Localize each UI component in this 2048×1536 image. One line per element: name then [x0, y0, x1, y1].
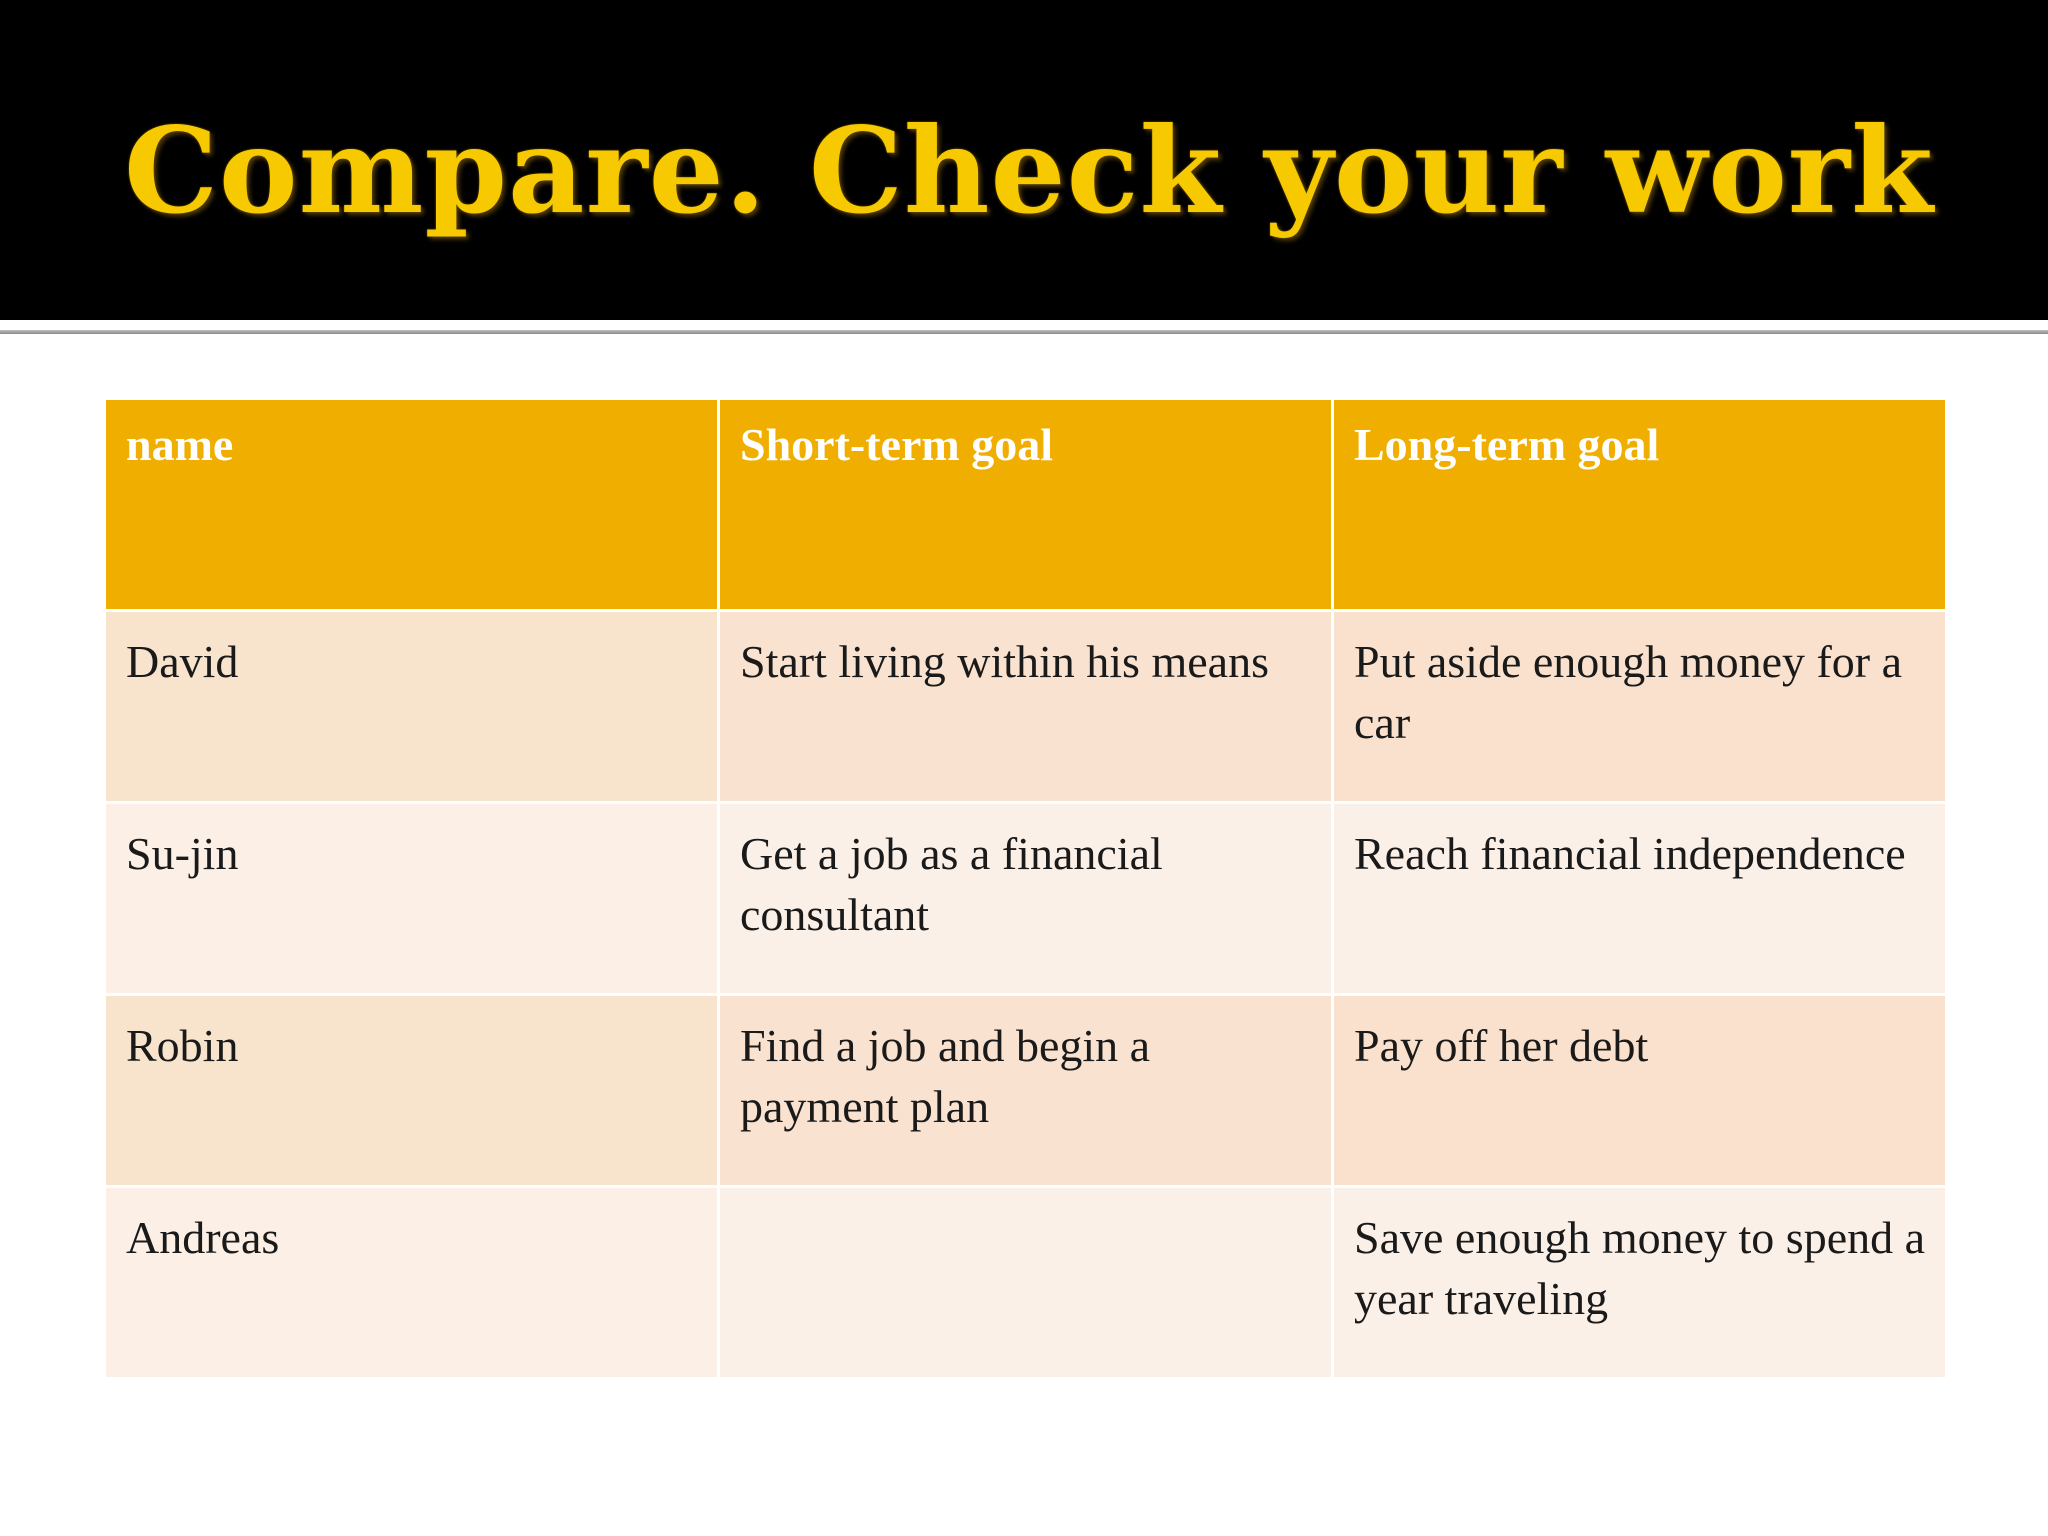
- cell-short-term-goal: Find a job and begin a payment plan: [719, 995, 1333, 1187]
- cell-name: Robin: [105, 995, 719, 1187]
- cell-long-term-goal: Save enough money to spend a year traveling: [1333, 1187, 1947, 1379]
- table-row: [105, 1187, 1947, 1379]
- table-row: [105, 995, 1947, 1187]
- column-header-name: name: [105, 399, 719, 611]
- cell-long-term-goal: Reach financial independence: [1333, 803, 1947, 995]
- cell-name: Andreas: [105, 1187, 719, 1379]
- table-row: [105, 803, 1947, 995]
- title-bar: [0, 0, 2048, 320]
- cell-short-term-goal: Get a job as a financial consultant: [719, 803, 1333, 995]
- slide-title: Compare. Check your work: [124, 101, 1934, 240]
- cell-long-term-goal: Pay off her debt: [1333, 995, 1947, 1187]
- cell-short-term-goal: Start living within his means: [719, 611, 1333, 803]
- cell-name: David: [105, 611, 719, 803]
- title-divider: [0, 330, 2048, 334]
- cell-short-term-goal: [719, 1187, 1333, 1379]
- table-row: [105, 611, 1947, 803]
- column-header-short-term-goal: Short-term goal: [719, 399, 1333, 611]
- column-header-long-term-goal: Long-term goal: [1333, 399, 1947, 611]
- table-header-row: [105, 399, 1947, 611]
- goals-table: [103, 397, 1948, 1380]
- cell-name: Su-jin: [105, 803, 719, 995]
- cell-long-term-goal: Put aside enough money for a car: [1333, 611, 1947, 803]
